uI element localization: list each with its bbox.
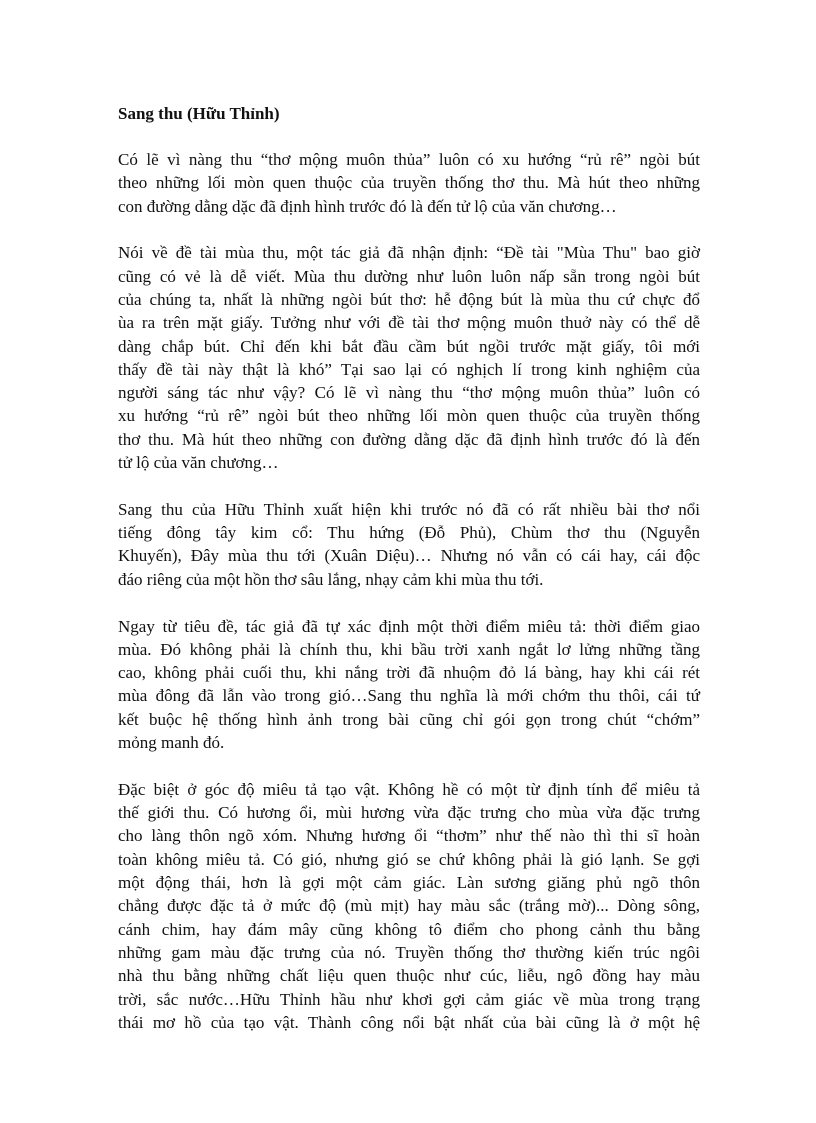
text-line: cánh chim, hay đám mây cũng không tô điểm cho phong cảnh thu bằng [118, 919, 700, 939]
text-line: cũng có vẻ là dễ viết. Mùa thu dường như luôn luôn nấp sẵn trong ngòi bút [118, 266, 700, 286]
text-line: trời, sắc nước…Hữu Thỉnh hầu như khơi gợi cảm giác về mùa trong trạng [118, 989, 700, 1009]
document-body [118, 148, 700, 1034]
paragraph [118, 778, 700, 1034]
paragraph [118, 148, 700, 218]
text-line: thấy đề tài này thật là khó” Tại sao lại có nghịch lí trong kinh nghiệm của [118, 359, 700, 379]
paragraph [118, 241, 700, 474]
text-line: toàn không miêu tả. Có gió, nhưng gió se chứ không phải là gió lạnh. Se gợi [118, 849, 700, 869]
text-line: mỏng manh đó. [118, 733, 225, 753]
text-line: xu hướng “rủ rê” ngòi bút theo những lối mòn quen thuộc của truyền thống [118, 406, 700, 426]
text-line: đáo riêng của một hồn thơ sâu lắng, nhạy cảm khi mùa thu tới. [118, 569, 544, 589]
text-line: những gam màu đặc trưng của nó. Truyền thống thơ thường kiến trúc ngôi [118, 942, 700, 962]
text-line: con đường dằng dặc đã định hình trước đó là đến tử lộ của văn chương… [118, 196, 617, 216]
document-page [118, 102, 700, 1058]
text-line: người sáng tác như vậy? Có lẽ vì nàng thu “thơ mộng muôn thủa” luôn có [118, 383, 700, 403]
text-line: tiếng đông tây kim cổ: Thu hứng (Đỗ Phủ), Chùm thơ thu (Nguyễn [118, 523, 700, 543]
text-line: chẳng được đặc tả ở mức độ (mù mịt) hay màu sắc (trắng mờ)... Dòng sông, [118, 896, 700, 916]
text-line: mùa đông đã lẫn vào trong gió…Sang thu nghĩa là mới chớm thu thôi, cái tứ [118, 686, 700, 706]
text-line: Có lẽ vì nàng thu “thơ mộng muôn thủa” luôn có xu hướng “rủ rê” ngòi bút [118, 150, 700, 169]
text-line: của chúng ta, nhất là những ngòi bút thơ: hễ động bút là mùa thu cứ chực đổ [118, 289, 700, 309]
text-line: kết buộc hệ thống hình ảnh trong bài cũng chỉ gói gọn trong chút “chớm” [118, 709, 700, 729]
text-line: Khuyến), Đây mùa thu tới (Xuân Diệu)… Nhưng nó vẫn có cái hay, cái độc [118, 546, 700, 566]
text-line: thơ thu. Mà hút theo những con đường dằng dặc đã định hình trước đó là đến [118, 429, 700, 449]
text-line: nhà thu bằng những chất liệu quen thuộc như cúc, liễu, ngô đồng hay màu [118, 966, 700, 986]
paragraph [118, 615, 700, 755]
text-line: thế giới thu. Có hương ổi, mùi hương vừa đặc trưng cho mùa vừa đặc trưng [118, 803, 700, 823]
text-line: theo những lối mòn quen thuộc của truyền thống thơ thu. Mà hút theo những [118, 173, 700, 193]
text-line: một động thái, hơn là gợi một cảm giác. Làn sương giăng phủ ngõ thôn [118, 873, 700, 893]
text-line: mùa. Đó không phải là chính thu, khi bầu trời xanh ngắt lơ lửng những tầng [118, 639, 700, 659]
text-line: tử lộ của văn chương… [118, 453, 279, 473]
text-line: cho làng thôn ngõ xóm. Nhưng hương ổi “thơm” như thế nào thì thi sĩ hoàn [118, 826, 700, 846]
document-title: Sang thu (Hữu Thỉnh) [118, 104, 280, 123]
text-line: Sang thu của Hữu Thỉnh xuất hiện khi trước nó đã có rất nhiều bài thơ nổi [118, 499, 700, 519]
text-line: Nói về đề tài mùa thu, một tác giả đã nhận định: “Đề tài "Mùa Thu" bao giờ [118, 243, 700, 263]
text-line: Ngay từ tiêu đề, tác giả đã tự xác định một thời điểm miêu tả: thời điểm giao [118, 616, 700, 636]
text-line: Đặc biệt ở góc độ miêu tả tạo vật. Không hề có một từ định tính để miêu tả [118, 779, 700, 799]
text-line: cao, không phải cuối thu, khi nắng trời đã nhuộm đỏ lá bàng, hay khi cái rét [118, 663, 700, 683]
text-line: ùa ra trên mặt giấy. Tưởng như với đề tài thơ mộng muôn thuở này có thể dễ [118, 313, 700, 333]
text-line: thái mơ hồ của tạo vật. Thành công nổi bật nhất của bài cũng là ở một hệ [118, 1012, 700, 1032]
paragraph [118, 498, 700, 591]
text-line: dàng chắp bút. Chỉ đến khi bắt đầu cầm bút ngồi trước mặt giấy, tôi mới [118, 336, 700, 356]
